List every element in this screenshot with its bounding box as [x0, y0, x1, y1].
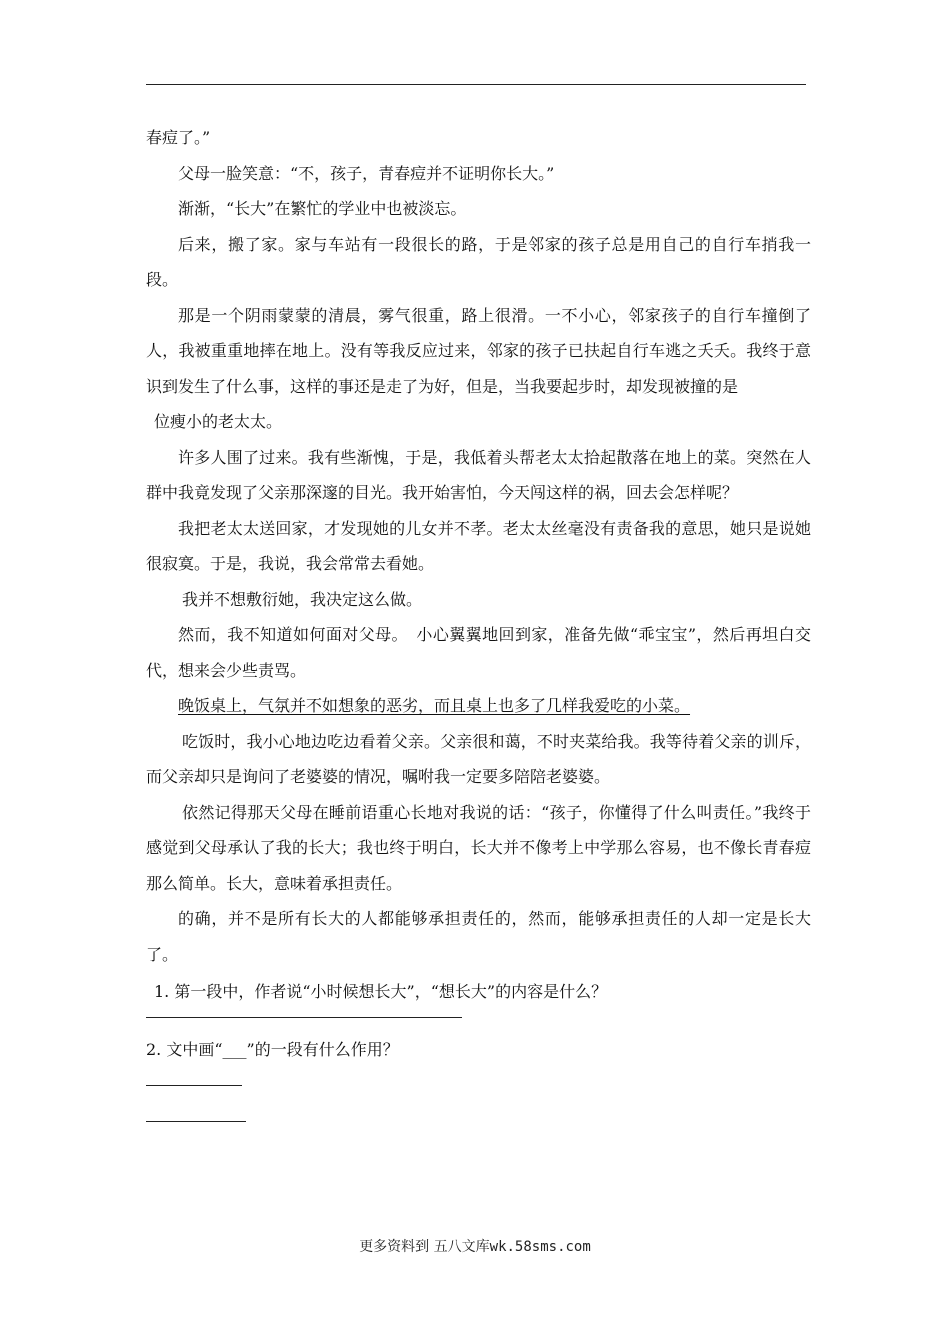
- document-body: [146, 120, 811, 1122]
- paragraph: 然而，我不知道如何面对父母。 小心翼翼地回到家，准备先做“乖宝宝”，然后再坦白交代，想来会少些责骂。: [146, 625, 811, 680]
- question-1: 1. 第一段中，作者说“小时候想长大”，“想长大”的内容是什么？: [154, 982, 608, 1001]
- answer-line: [146, 1017, 462, 1018]
- paragraph: 的确，并不是所有长大的人都能够承担责任的，然而，能够承担责任的人却一定是长大了。: [146, 909, 811, 964]
- footer-text: 更多资料到 五八文库: [359, 1239, 490, 1255]
- paragraph: 我并不想敷衍她，我决定这么做。: [182, 589, 423, 609]
- paragraph: 父母一脸笑意：“不，孩子，青春痘并不证明你长大。”: [178, 163, 555, 183]
- paragraph: 吃饭时，我小心地边吃边看着父亲。父亲很和蔼，不时夹菜给我。我等待着父亲的训斥，而父亲却只是询问了老婆婆的情况，嘱咐我一定要多陪陪老婆婆。: [146, 731, 811, 786]
- paragraph: 依然记得那天父母在睡前语重心长地对我说的话：“孩子，你懂得了什么叫责任。”我终于感觉到父母承认了我的长大；我也终于明白，长大并不像考上中学那么容易，也不像长青春痘那么简单。长大，意味着承担责任。: [146, 802, 811, 893]
- underlined-paragraph: [146, 688, 811, 724]
- page-footer: [0, 1236, 950, 1256]
- answer-line: [146, 1121, 246, 1122]
- footer-site: wk.58sms.com: [489, 1239, 591, 1255]
- paragraph: 许多人围了过来。我有些渐愧，于是，我低着头帮老太太拾起散落在地上的菜。突然在人群中我竟发现了父亲那深邃的目光。我开始害怕，今天闯这样的祸，回去会怎样呢？: [146, 447, 811, 502]
- paragraph: 春痘了。”: [146, 128, 211, 147]
- paragraph: 后来，搬了家。家与车站有一段很长的路，于是邻家的孩子总是用自己的自行车捎我一段。: [146, 234, 811, 289]
- paragraph: 位瘦小的老太太。: [154, 412, 283, 431]
- paragraph: 我把老太太送回家，才发现她的儿女并不孝。老太太丝毫没有责备我的意思，她只是说她很寂寞。于是，我说，我会常常去看她。: [146, 518, 811, 573]
- question-2: 2. 文中画“___”的一段有什么作用？: [146, 1040, 399, 1059]
- underlined-text: 晚饭桌上，气氛并不如想象的恶劣，而且桌上也多了几样我爱吃的小菜。: [178, 696, 691, 715]
- answer-line: [146, 1085, 242, 1086]
- paragraph: 那是一个阴雨蒙蒙的清晨，雾气很重，路上很滑。一不小心，邻家孩子的自行车撞倒了人，我被重重地摔在地上。没有等我反应过来，邻家的孩子已扶起自行车逃之夭夭。我终于意识到发生了什么事，这样的事还是走了为好，但是，当我要起步时，却发现被撞的是: [146, 305, 811, 396]
- header-rule: [146, 84, 806, 85]
- paragraph: 渐渐，“长大”在繁忙的学业中也被淡忘。: [178, 199, 467, 218]
